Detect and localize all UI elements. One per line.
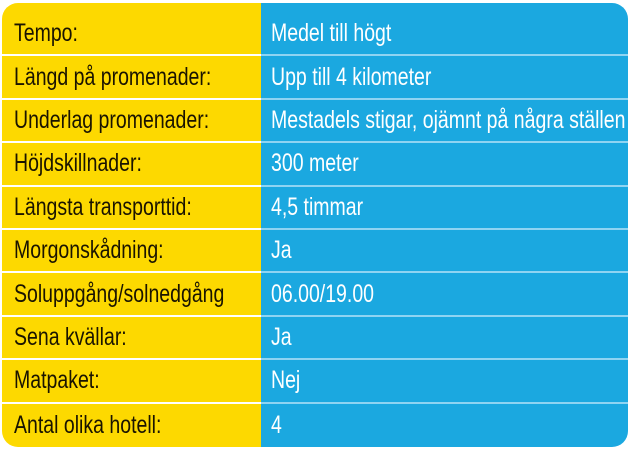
table-row bbox=[261, 187, 628, 230]
table-row bbox=[2, 143, 261, 186]
table-row bbox=[261, 404, 628, 447]
table-row bbox=[261, 100, 628, 143]
row-value: 06.00/19.00 bbox=[271, 279, 375, 308]
row-label: Underlag promenader: bbox=[14, 105, 210, 134]
table-row bbox=[261, 56, 628, 99]
row-value: Upp till 4 kilometer bbox=[271, 62, 432, 91]
row-value: 4,5 timmar bbox=[271, 192, 364, 221]
row-value: Mestadels stigar, ojämnt på några ställen bbox=[271, 105, 626, 134]
row-label: Matpaket: bbox=[14, 366, 100, 395]
table-row bbox=[261, 143, 628, 186]
row-label: Soluppgång/solnedgång bbox=[14, 279, 225, 308]
row-value: 300 meter bbox=[271, 149, 359, 178]
row-label: Morgonskådning: bbox=[14, 236, 164, 265]
table-row bbox=[2, 404, 261, 447]
row-label: Tempo: bbox=[14, 19, 78, 48]
row-label: Längd på promenader: bbox=[14, 62, 212, 91]
row-label: Höjdskillnader: bbox=[14, 149, 142, 178]
row-value: 4 bbox=[271, 410, 282, 439]
table-row bbox=[261, 230, 628, 273]
table-row bbox=[261, 317, 628, 360]
table-row bbox=[2, 56, 261, 99]
table-row bbox=[2, 360, 261, 403]
info-table bbox=[2, 3, 628, 447]
table-row bbox=[261, 13, 628, 56]
row-label: Längsta transporttid: bbox=[14, 192, 192, 221]
table-row bbox=[2, 230, 261, 273]
table-row bbox=[2, 13, 261, 56]
value-column bbox=[261, 3, 628, 447]
table-row bbox=[261, 273, 628, 316]
row-value: Nej bbox=[271, 366, 301, 395]
table-row bbox=[2, 187, 261, 230]
row-value: Medel till högt bbox=[271, 19, 392, 48]
row-value: Ja bbox=[271, 236, 292, 265]
row-label: Sena kvällar: bbox=[14, 322, 127, 351]
table-row bbox=[2, 317, 261, 360]
table-row bbox=[2, 273, 261, 316]
label-column bbox=[2, 3, 261, 447]
row-value: Ja bbox=[271, 322, 292, 351]
row-label: Antal olika hotell: bbox=[14, 410, 162, 439]
table-row bbox=[2, 100, 261, 143]
table-row bbox=[261, 360, 628, 403]
